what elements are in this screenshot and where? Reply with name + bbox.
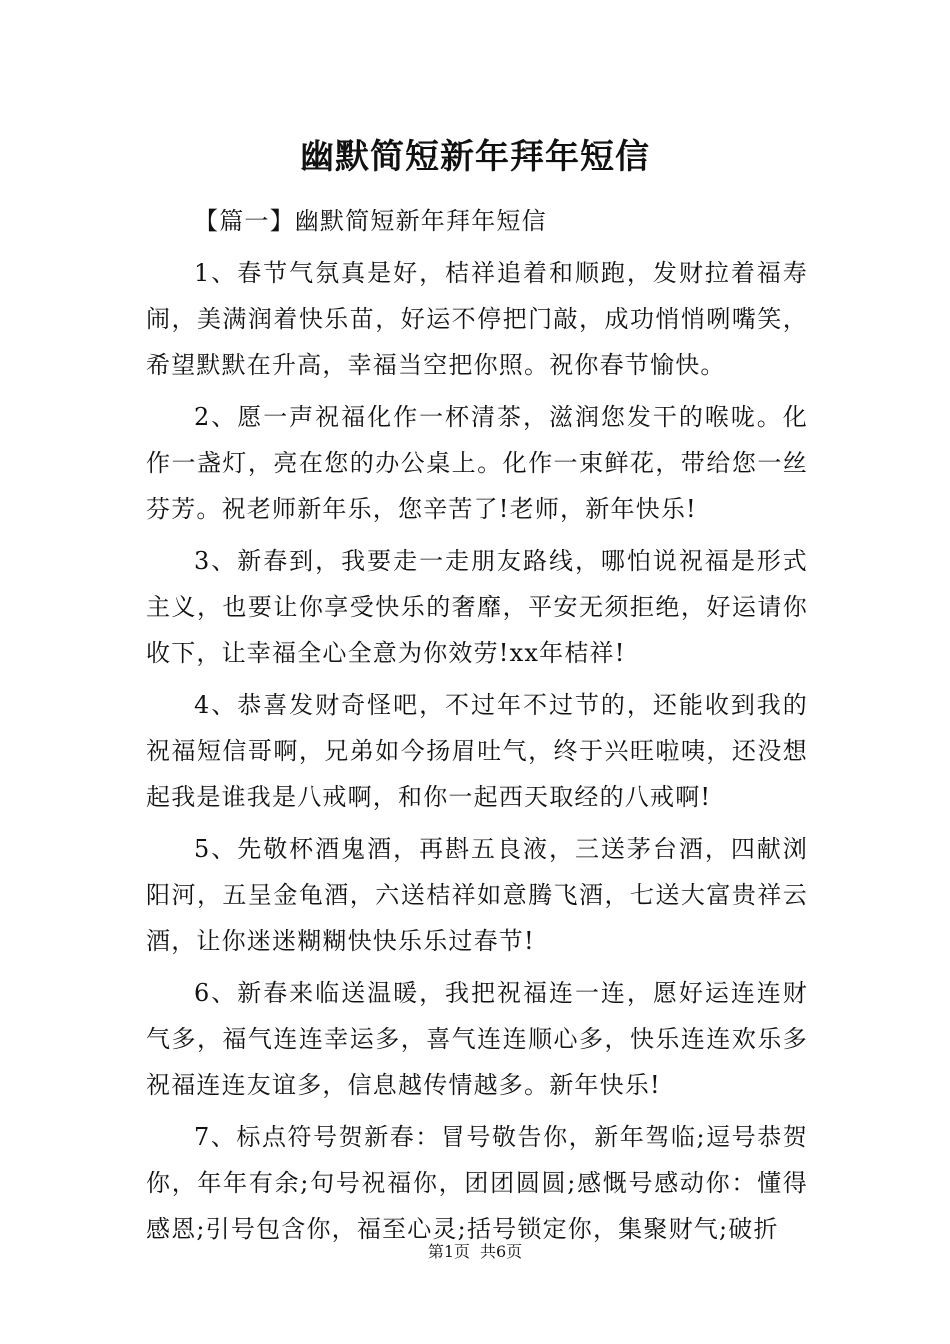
paragraph-4: 4、恭喜发财奇怪吧，不过年不过节的，还能收到我的祝福短信哥啊，兄弟如今扬眉吐气，终于兴旺啦咦，还没想起我是谁我是八戒啊，和你一起西天取经的八戒啊! bbox=[146, 691, 808, 811]
section-heading: 【篇一】幽默简短新年拜年短信 bbox=[194, 207, 547, 235]
paragraph-1: 1、春节气氛真是好，桔祥追着和顺跑，发财拉着福寿闹，美满润着快乐苗，好运不停把门敲，成功悄悄咧嘴笑，希望默默在升高，幸福当空把你照。祝你春节愉快。 bbox=[146, 259, 808, 379]
page-footer bbox=[0, 1240, 950, 1264]
document-title: 幽默简短新年拜年短信 bbox=[300, 137, 650, 177]
paragraph-6: 6、新春来临送温暖，我把祝福连一连，愿好运连连财气多，福气连连幸运多，喜气连连顺心多，快乐连连欢乐多祝福连连友谊多，信息越传情越多。新年快乐! bbox=[146, 979, 808, 1099]
paragraph-5: 5、先敬杯酒鬼酒，再斟五良液，三送茅台酒，四献浏阳河，五呈金龟酒，六送桔祥如意腾飞酒，七送大富贵祥云酒，让你迷迷糊糊快快乐乐过春节! bbox=[146, 835, 808, 955]
paragraph-7: 7、标点符号贺新春：冒号敬告你，新年驾临;逗号恭贺你，年年有余;句号祝福你，团团圆圆;感慨号感动你：懂得感恩;引号包含你，福至心灵;括号锁定你，集聚财气;破折 bbox=[146, 1123, 808, 1243]
paragraph-3: 3、新春到，我要走一走朋友路线，哪怕说祝福是形式主义，也要让你享受快乐的奢靡，平安无须拒绝，好运请你收下，让幸福全心全意为你效劳!xx年桔祥! bbox=[146, 547, 808, 667]
page-total: 共6页 bbox=[480, 1242, 523, 1261]
document-body bbox=[146, 198, 808, 1258]
page-number: 第1页 bbox=[427, 1242, 470, 1261]
paragraph-2: 2、愿一声祝福化作一杯清茶，滋润您发干的喉咙。化作一盏灯，亮在您的办公桌上。化作一束鲜花，带给您一丝芬芳。祝老师新年乐，您辛苦了!老师，新年快乐! bbox=[146, 403, 808, 523]
